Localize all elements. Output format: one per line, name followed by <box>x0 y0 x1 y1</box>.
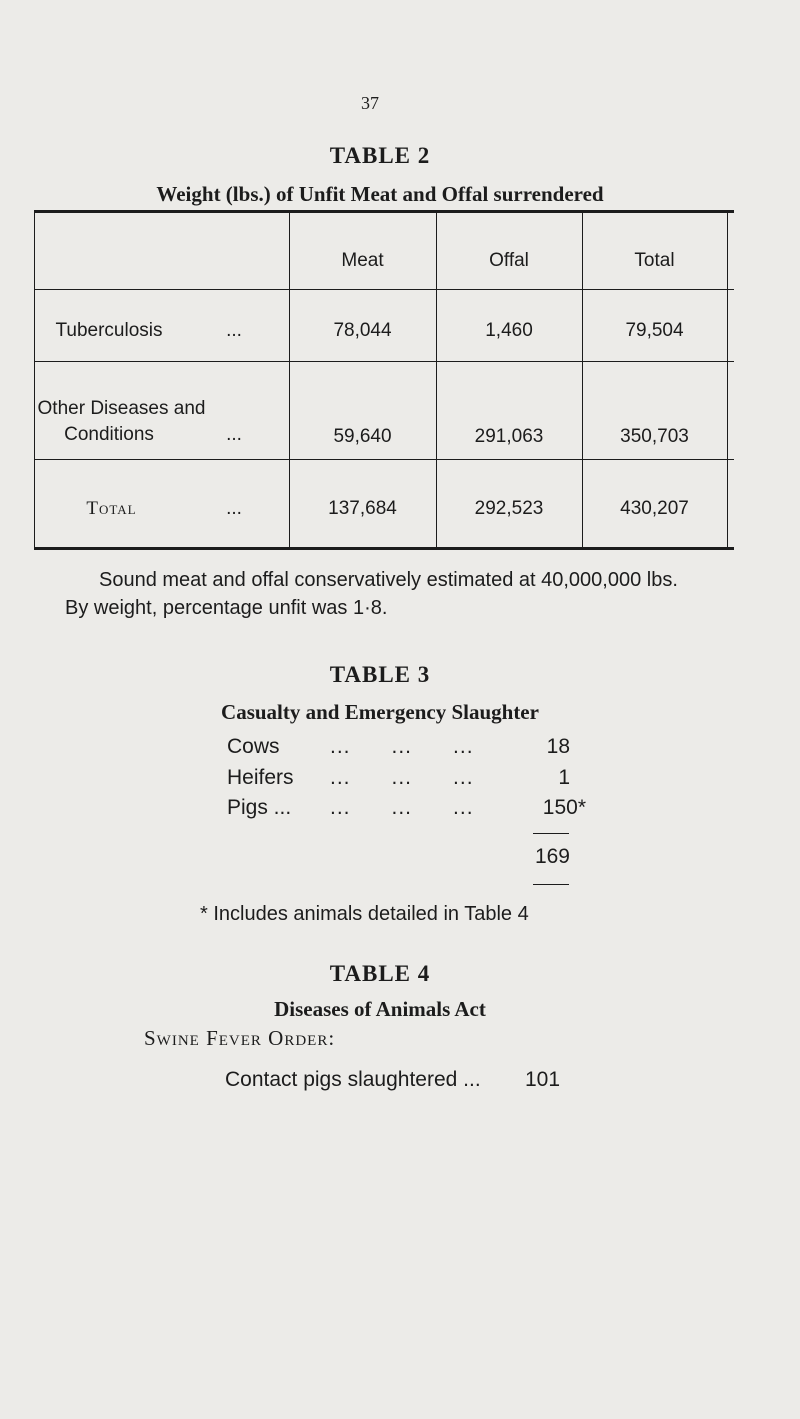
row-leader-dots: ... <box>226 320 242 341</box>
table-3-subtitle: Casualty and Emergency Slaughter <box>221 700 539 724</box>
table-cell: 291,063 <box>474 426 544 447</box>
table-cell: 78,044 <box>333 320 392 341</box>
column-header-offal: Offal <box>489 250 529 271</box>
row-leader-dots: ... <box>226 424 242 445</box>
row-label-tuberculosis: Tuberculosis <box>55 320 163 341</box>
leader-dots: ... ... ... <box>330 796 474 819</box>
column-header-total: Total <box>634 250 675 271</box>
sum-rule-bottom <box>533 884 569 885</box>
table-4-subtitle: Diseases of Animals Act <box>274 997 486 1021</box>
slaughter-label: Heifers <box>227 766 294 789</box>
table-cell: 292,523 <box>474 498 544 519</box>
slaughter-label: Pigs ... <box>227 796 292 819</box>
table-2-subtitle: Weight (lbs.) of Unfit Meat and Offal surrendered <box>156 182 604 206</box>
page-number: 37 <box>361 93 379 113</box>
table-3-footnote: * Includes animals detailed in Table 4 <box>200 903 529 925</box>
contact-pigs-count: 101 <box>525 1068 561 1091</box>
slaughter-label: Cows <box>227 735 280 758</box>
slaughter-count: 1 <box>558 766 570 789</box>
row-leader-dots: ... <box>226 498 242 519</box>
table-4-title: TABLE 4 <box>329 961 431 986</box>
contact-pigs-label: Contact pigs slaughtered ... <box>225 1068 481 1091</box>
table-2-header-rule <box>34 289 734 290</box>
sum-rule-top <box>533 833 569 834</box>
list-item <box>0 735 800 765</box>
leader-dots: ... ... ... <box>330 766 474 789</box>
table-cell: 79,504 <box>625 320 684 341</box>
table-2-row-rule-2 <box>34 459 734 460</box>
slaughter-total: 169 <box>534 845 570 868</box>
table-3-title: TABLE 3 <box>329 662 431 687</box>
column-header-meat: Meat <box>341 250 384 271</box>
table-cell: 430,207 <box>620 498 689 519</box>
table-2-border-right <box>727 213 728 547</box>
table-cell: 1,460 <box>485 320 533 341</box>
order-heading: Swine Fever Order: <box>144 1026 336 1050</box>
table-cell: 137,684 <box>328 498 397 519</box>
table-2 <box>34 210 734 550</box>
row-label-total: Total <box>86 498 137 519</box>
row-label-other-diseases-line2: Conditions <box>64 424 154 445</box>
slaughter-count: 150* <box>542 796 586 819</box>
table-cell: 59,640 <box>333 426 392 447</box>
list-item <box>0 796 800 826</box>
table-cell: 350,703 <box>620 426 689 447</box>
slaughter-count: 18 <box>546 735 570 758</box>
table-2-row-rule-1 <box>34 361 734 362</box>
row-label-other-diseases-line1: Other Diseases and <box>37 398 206 419</box>
list-item <box>0 766 800 796</box>
leader-dots: ... ... ... <box>330 735 474 758</box>
table-2-title: TABLE 2 <box>329 143 431 168</box>
estimate-sentence: Sound meat and offal conservatively estimated at 40,000,000 lbs. <box>99 569 678 591</box>
percentage-sentence: By weight, percentage unfit was 1·8. <box>65 597 388 619</box>
